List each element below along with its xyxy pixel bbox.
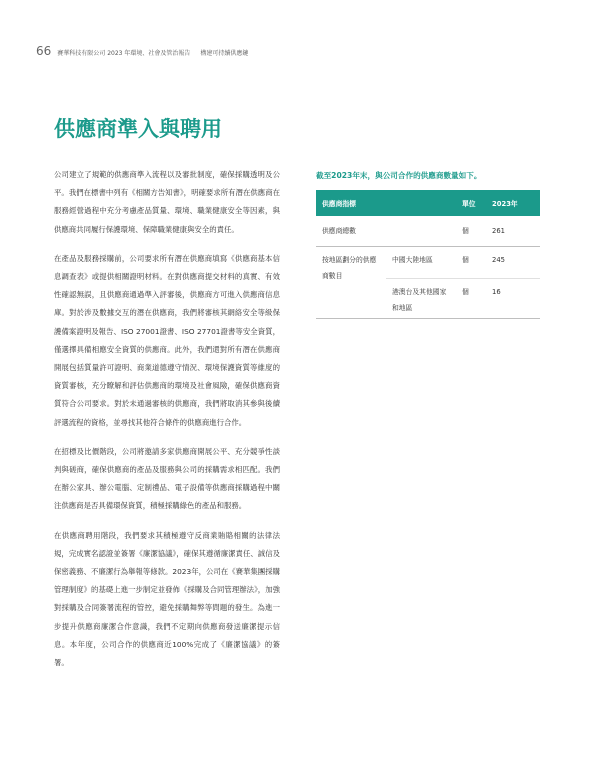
section-name: 構建可持續供應鏈 <box>200 50 249 57</box>
header-unit: 單位 <box>456 190 486 216</box>
region-value: 16 <box>486 279 540 319</box>
region-unit: 個 <box>456 279 486 319</box>
report-title: 賽華科技有限公司 2023 年環境、社會及管治報告 <box>57 50 191 57</box>
page-number: 66 <box>36 44 52 58</box>
region-group-label: 按地區劃分的供應商數目 <box>316 247 386 319</box>
table-row <box>316 216 540 247</box>
region-name: 中國大陸地區 <box>386 247 456 279</box>
total-unit: 個 <box>456 216 486 247</box>
table-header-row <box>316 190 540 216</box>
body-text <box>54 166 280 683</box>
region-unit: 個 <box>456 247 486 279</box>
region-name: 港澳台及其他國家和地區 <box>386 279 456 319</box>
total-value: 261 <box>486 216 540 247</box>
page-header <box>36 44 248 58</box>
paragraph: 公司建立了規範的供應商準入流程以及審批制度，確保採購透明及公平。我們在標書中列有《相關方告知書》，明確要求所有潛在供應商在服務經營過程中充分考慮產品質量、環境、職業健康安全等因素，與供應商共同履行保護環境、保障職業健康與安全的責任。 <box>54 170 280 234</box>
paragraph: 在供應商聘用階段，我們要求其積極遵守反商業賄賂相關的法律法規，完成實名認證並簽署《廉潔協議》，確保其遵循廉潔責任、誠信及保密義務、不廉潔行為舉報等條款。2023年，公司在《賽華集團採購管理制度》的基礎上進一步制定並發佈《採購及合同管理辦法》，加強對採購及合同簽署流程的管控，避免採購舞弊等問題的發生。為進一步提升供應商廉潔合作意識，我們不定期向供應商發送廉潔提示信息。本年度，公司合作的供應商近100%完成了《廉潔協議》的簽署。 <box>54 530 280 668</box>
paragraph: 在產品及服務採購前，公司要求所有潛在供應商填寫《供應商基本信息調查表》或提供相關證明材料。在對供應商提交材料的真實、有效性確認無誤，且供應商通過準入評審後，供應商方可進入供應商信息庫。對於涉及數據交互的潛在供應商，我們將審核其網絡安全等級保護備案證明及報告、ISO 27001證書、ISO 27701證書等安全資質，僅選擇具備相應安全資質的供應商。此外，我們還對所有潛在供應商開展包括質量許可證明、商業道德遵守情況、環境保護資質等維度的資質審核，充分瞭解和評估供應商的環境及社會風險，確保供應商資質符合公司要求。對於未通過審核的供應商，我們將取消其參與後續評選流程的資格，並尋找其他符合條件的供應商進行合作。 <box>54 253 280 427</box>
header-indicator: 供應商指標 <box>316 190 456 216</box>
supplier-table <box>316 190 540 319</box>
total-label: 供應商總數 <box>316 216 456 247</box>
header-year: 2023年 <box>486 190 540 216</box>
table-row <box>316 247 540 279</box>
region-value: 245 <box>486 247 540 279</box>
table-intro: 截至2023年末，與公司合作的供應商數量如下。 <box>316 171 482 180</box>
paragraph: 在招標及比價階段，公司將邀請多家供應商開展公平、充分競爭性談判與磋商，確保供應商的產品及服務與公司的採購需求相匹配。我們在辦公家具、辦公電腦、定制禮品、電子設備等供應商採購過程中關注供應商是否具備環保資質，積極採購綠色的產品和服務。 <box>54 446 280 511</box>
page-title: 供應商準入與聘用 <box>54 117 222 141</box>
